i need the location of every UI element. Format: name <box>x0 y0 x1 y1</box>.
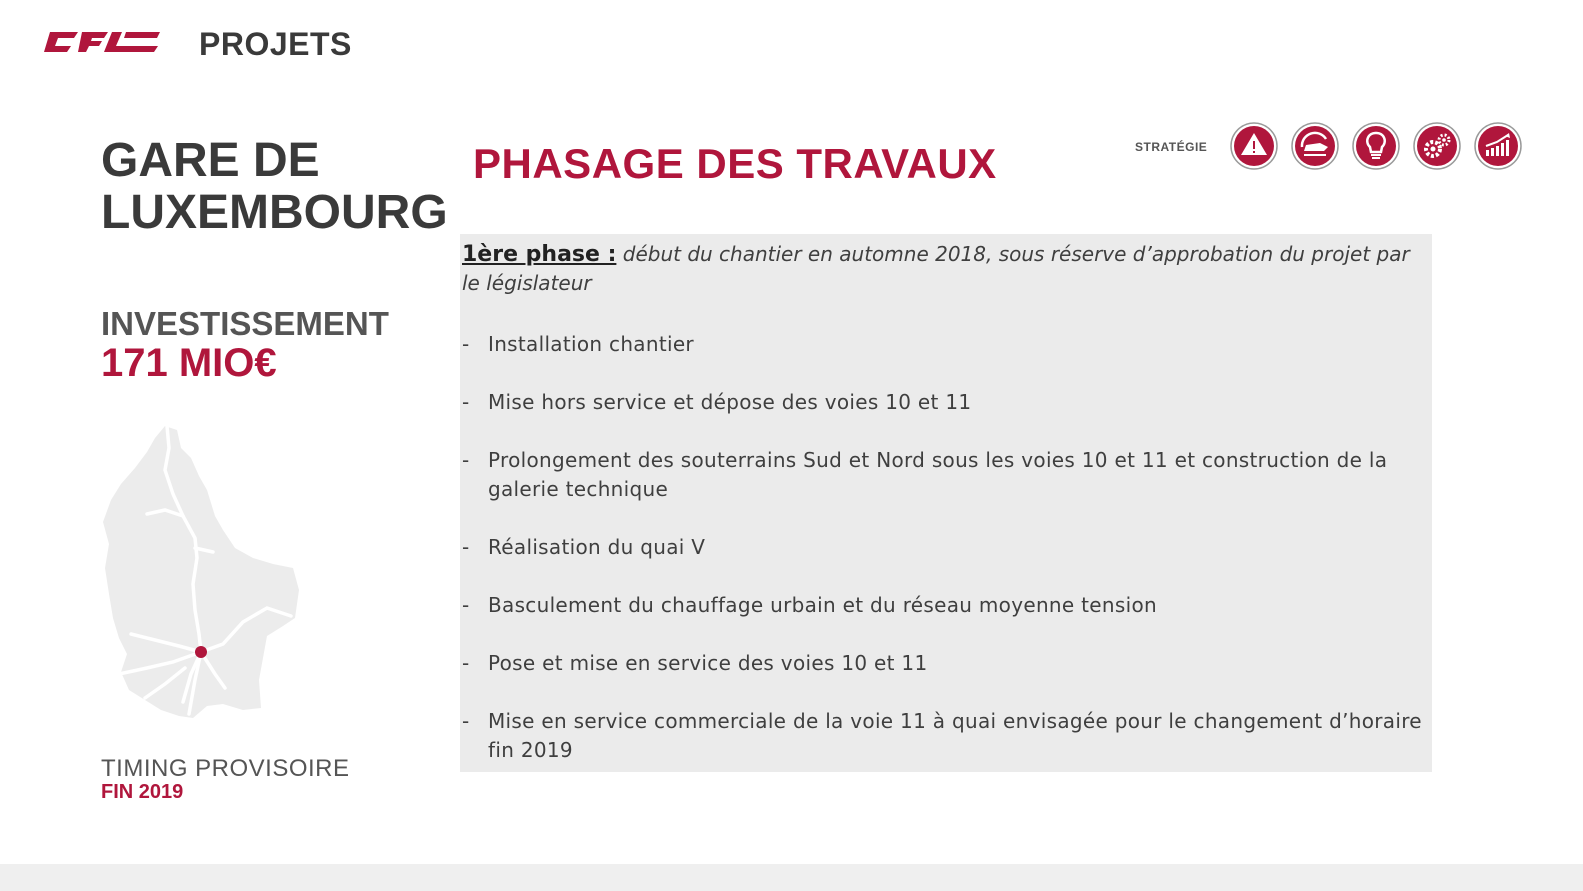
phase-item-text: Installation chantier <box>488 332 694 356</box>
strategy-icons <box>1229 121 1523 171</box>
cfl-logo <box>42 28 162 56</box>
investment-label: INVESTISSEMENT <box>101 305 389 342</box>
section-title: PROJETS <box>199 26 352 62</box>
timing-value: FIN 2019 <box>101 781 184 803</box>
phase-item-text: Mise en service commerciale de la voie 11 à quai envisagée pour le changement d’horaire fin 2019 <box>488 709 1422 762</box>
station-title <box>101 135 471 239</box>
list-item: - Mise hors service et dépose des voies 10 et 11 <box>462 390 972 414</box>
footer-bar <box>0 864 1583 891</box>
phase-item-text: Réalisation du quai V <box>488 535 706 559</box>
warning-icon <box>1229 121 1279 171</box>
phase-item-text: Mise hors service et dépose des voies 10 et 11 <box>488 390 972 414</box>
station-title-line2: LUXEMBOURG <box>101 186 448 239</box>
lightbulb-icon <box>1351 121 1401 171</box>
list-item: - Basculement du chauffage urbain et du réseau moyenne tension <box>462 593 1157 617</box>
phase-item-text: Basculement du chauffage urbain et du réseau moyenne tension <box>488 593 1157 617</box>
phase-items-list <box>460 330 1425 794</box>
phase-panel <box>460 234 1432 772</box>
investment-value: 171 MIO€ <box>101 341 277 385</box>
train-icon <box>1290 121 1340 171</box>
growth-chart-icon <box>1473 121 1523 171</box>
luxembourg-map-icon <box>95 418 310 723</box>
list-item: - Pose et mise en service des voies 10 et 11 <box>462 651 928 675</box>
list-item: - Mise en service commerciale de la voie 11 à quai envisagée pour le changement d’horaire fin 2019 <box>462 709 1422 762</box>
phasage-title: PHASAGE DES TRAVAUX <box>473 140 997 187</box>
list-item: - Prolongement des souterrains Sud et Nord sous les voies 10 et 11 et construction de la galerie technique <box>462 448 1388 501</box>
phase-label: 1ère phase : <box>462 242 617 267</box>
phase-description: début du chantier en automne 2018, sous réserve d’approbation du projet par le législateur <box>462 242 1410 295</box>
list-item: - Réalisation du quai V <box>462 535 706 559</box>
strategie-label: STRATÉGIE <box>1135 140 1208 154</box>
timing-label: TIMING PROVISOIRE <box>101 755 350 782</box>
station-title-line1: GARE DE <box>101 134 320 187</box>
phase-intro <box>462 240 1427 298</box>
list-item: - Installation chantier <box>462 332 694 356</box>
phase-item-text: Pose et mise en service des voies 10 et 11 <box>488 651 928 675</box>
gears-icon <box>1412 121 1462 171</box>
phase-item-text: Prolongement des souterrains Sud et Nord sous les voies 10 et 11 et construction de la galerie technique <box>488 448 1388 501</box>
